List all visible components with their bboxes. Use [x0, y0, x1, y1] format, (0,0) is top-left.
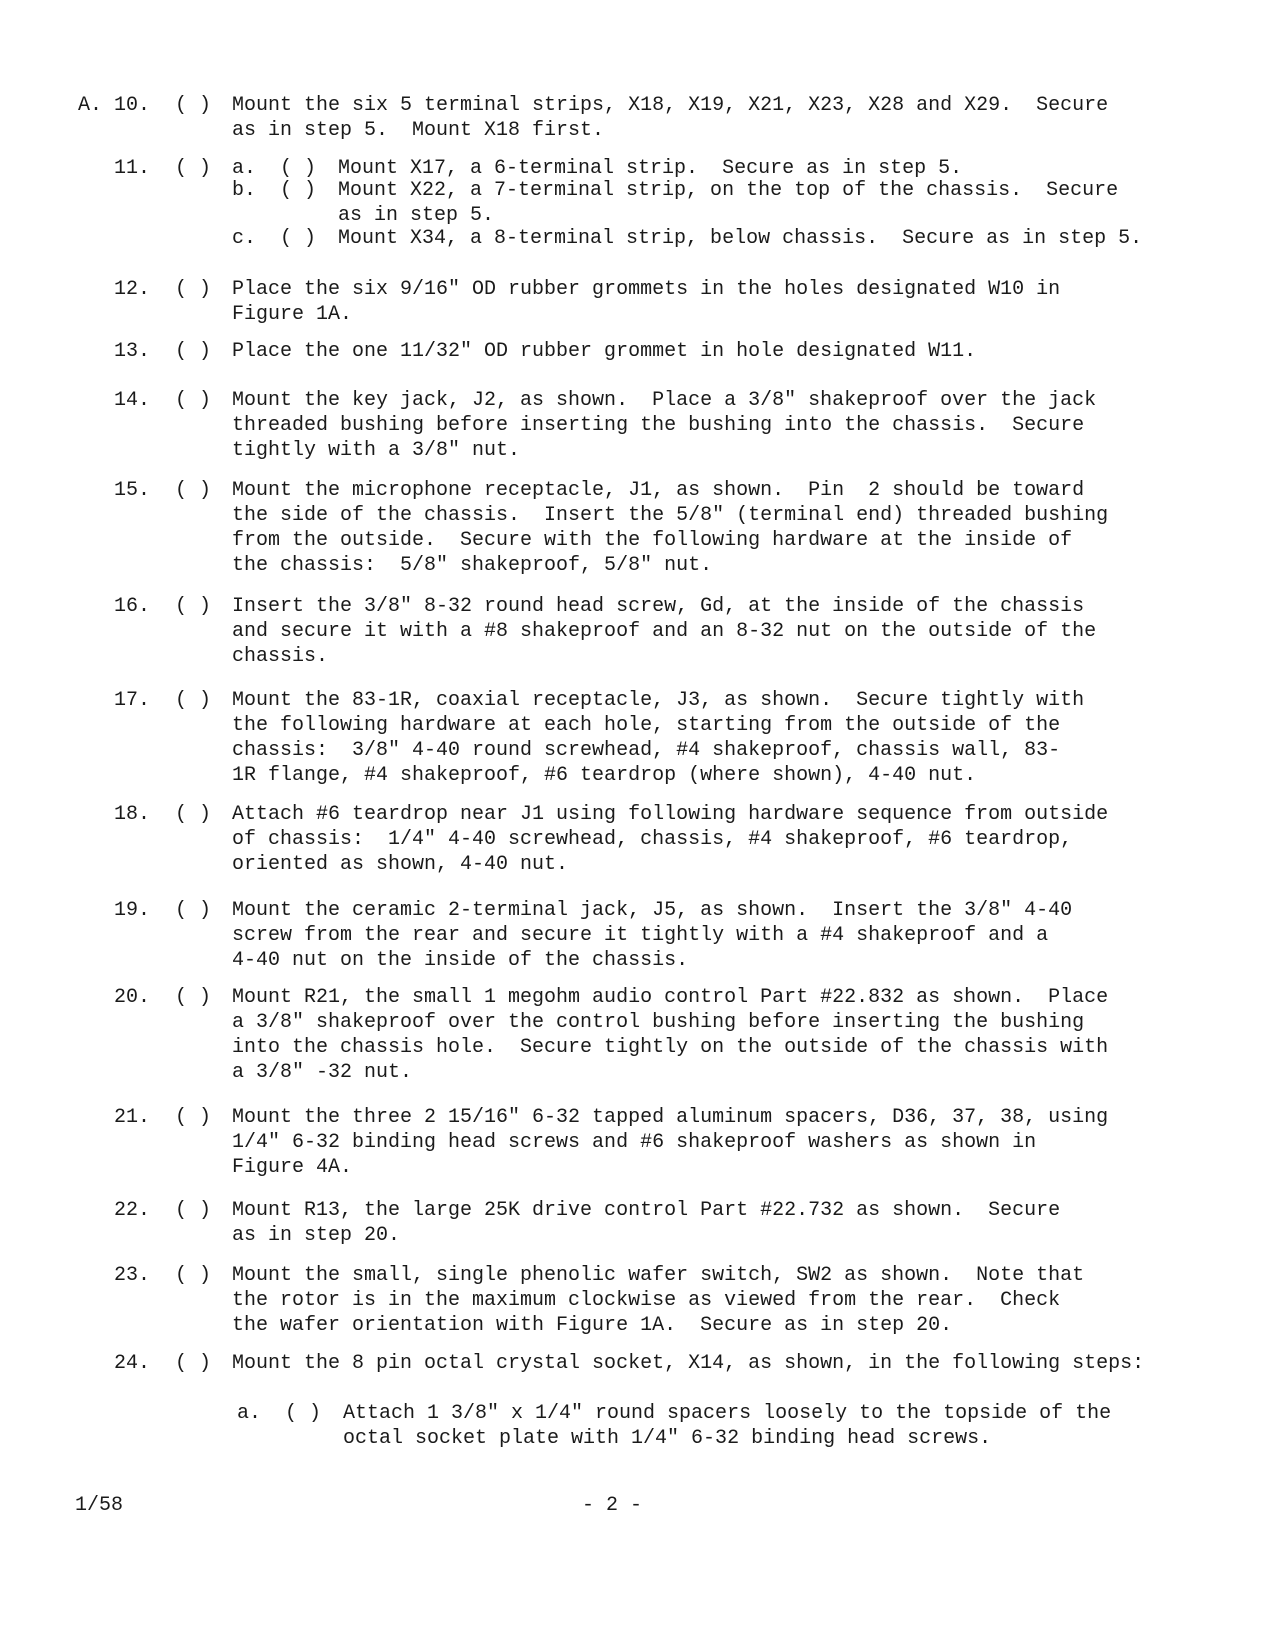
- step-checkbox[interactable]: ( ): [175, 1199, 212, 1222]
- step-text-line: Attach #6 teardrop near J1 using following hardware sequence from outside: [232, 803, 1109, 826]
- substep-text-line: octal socket plate with 1/4" 6-32 binding head screws.: [343, 1427, 992, 1450]
- step-checkbox[interactable]: ( ): [175, 1264, 212, 1287]
- step-number: 14.: [113, 389, 150, 412]
- step-text-line: screw from the rear and secure it tightly with a #4 shakeproof and a: [232, 924, 1049, 947]
- substep-checkbox[interactable]: ( ): [285, 1402, 322, 1425]
- substep-checkbox[interactable]: ( ): [280, 179, 317, 202]
- step-text-line: Mount R21, the small 1 megohm audio control Part #22.832 as shown. Place: [232, 986, 1109, 1009]
- step-number: 19.: [113, 899, 150, 922]
- step-text-line: Place the six 9/16" OD rubber grommets in the holes designated W10 in: [232, 278, 1061, 301]
- step-text-line: the side of the chassis. Insert the 5/8" (terminal end) threaded bushing: [232, 504, 1109, 527]
- footer-date: 1/58: [75, 1494, 124, 1517]
- step-text-line: Mount R13, the large 25K drive control Part #22.732 as shown. Secure: [232, 1199, 1061, 1222]
- step-number: 15.: [113, 479, 150, 502]
- step-number: 17.: [113, 689, 150, 712]
- step-text-line: the rotor is in the maximum clockwise as viewed from the rear. Check: [232, 1289, 1061, 1312]
- step-text-line: Mount the 8 pin octal crystal socket, X14, as shown, in the following steps:: [232, 1352, 1145, 1375]
- step-text-line: a 3/8" -32 nut.: [232, 1061, 413, 1084]
- step-number: 21.: [113, 1106, 150, 1129]
- step-checkbox[interactable]: ( ): [175, 803, 212, 826]
- step-text-line: Figure 4A.: [232, 1156, 353, 1179]
- step-text-line: a 3/8" shakeproof over the control bushing before inserting the bushing: [232, 1011, 1085, 1034]
- step-text-line: as in step 5. Mount X18 first.: [232, 119, 605, 142]
- substep-letter: a.: [237, 1402, 262, 1425]
- step-text-line: and secure it with a #8 shakeproof and an 8-32 nut on the outside of the: [232, 620, 1097, 643]
- step-text-line: Insert the 3/8" 8-32 round head screw, Gd, at the inside of the chassis: [232, 595, 1085, 618]
- step-text-line: of chassis: 1/4" 4-40 screwhead, chassis, #4 shakeproof, #6 teardrop,: [232, 828, 1073, 851]
- step-checkbox[interactable]: ( ): [175, 986, 212, 1009]
- step-text-line: the chassis: 5/8" shakeproof, 5/8" nut.: [232, 554, 713, 577]
- step-number: 12.: [113, 278, 150, 301]
- step-checkbox[interactable]: ( ): [175, 157, 212, 180]
- step-number: 18.: [113, 803, 150, 826]
- step-number: 22.: [113, 1199, 150, 1222]
- step-number: 16.: [113, 595, 150, 618]
- step-text-line: Mount the ceramic 2-terminal jack, J5, as shown. Insert the 3/8" 4-40: [232, 899, 1073, 922]
- substep-text-line: Mount X34, a 8-terminal strip, below chassis. Secure as in step 5.: [338, 227, 1143, 250]
- substep-letter: c.: [232, 227, 257, 250]
- step-text-line: as in step 20.: [232, 1224, 401, 1247]
- substep-text-line: Mount X17, a 6-terminal strip. Secure as in step 5.: [338, 157, 963, 180]
- step-number: 20.: [113, 986, 150, 1009]
- step-checkbox[interactable]: ( ): [175, 1352, 212, 1375]
- step-text-line: chassis.: [232, 645, 329, 668]
- step-number: 23.: [113, 1264, 150, 1287]
- step-text-line: chassis: 3/8" 4-40 round screwhead, #4 shakeproof, chassis wall, 83-: [232, 739, 1061, 762]
- step-text-line: from the outside. Secure with the following hardware at the inside of: [232, 529, 1073, 552]
- step-checkbox[interactable]: ( ): [175, 479, 212, 502]
- step-number: 13.: [113, 340, 150, 363]
- step-number: 24.: [113, 1352, 150, 1375]
- step-text-line: the wafer orientation with Figure 1A. Secure as in step 20.: [232, 1314, 953, 1337]
- step-checkbox[interactable]: ( ): [175, 1106, 212, 1129]
- step-text-line: threaded bushing before inserting the bushing into the chassis. Secure: [232, 414, 1085, 437]
- step-text-line: Mount the small, single phenolic wafer switch, SW2 as shown. Note that: [232, 1264, 1085, 1287]
- step-number: 11.: [113, 157, 150, 180]
- substep-text-line: Mount X22, a 7-terminal strip, on the top of the chassis. Secure: [338, 179, 1119, 202]
- step-number: A. 10.: [77, 94, 150, 117]
- step-checkbox[interactable]: ( ): [175, 340, 212, 363]
- step-checkbox[interactable]: ( ): [175, 595, 212, 618]
- step-text-line: tightly with a 3/8" nut.: [232, 439, 521, 462]
- step-text-line: Place the one 11/32" OD rubber grommet in hole designated W11.: [232, 340, 977, 363]
- substep-text-line: Attach 1 3/8" x 1/4" round spacers loosely to the topside of the: [343, 1402, 1112, 1425]
- step-text-line: Mount the six 5 terminal strips, X18, X19, X21, X23, X28 and X29. Secure: [232, 94, 1109, 117]
- step-checkbox[interactable]: ( ): [175, 899, 212, 922]
- step-checkbox[interactable]: ( ): [175, 94, 212, 117]
- step-text-line: Mount the 83-1R, coaxial receptacle, J3, as shown. Secure tightly with: [232, 689, 1085, 712]
- step-text-line: Mount the microphone receptacle, J1, as shown. Pin 2 should be toward: [232, 479, 1085, 502]
- substep-checkbox[interactable]: ( ): [280, 227, 317, 250]
- step-checkbox[interactable]: ( ): [175, 278, 212, 301]
- page-number: - 2 -: [582, 1494, 643, 1517]
- step-text-line: 1/4" 6-32 binding head screws and #6 shakeproof washers as shown in: [232, 1131, 1037, 1154]
- step-text-line: the following hardware at each hole, starting from the outside of the: [232, 714, 1061, 737]
- step-checkbox[interactable]: ( ): [175, 689, 212, 712]
- step-text-line: 4-40 nut on the inside of the chassis.: [232, 949, 689, 972]
- substep-letter: a.: [232, 157, 257, 180]
- step-text-line: into the chassis hole. Secure tightly on the outside of the chassis with: [232, 1036, 1109, 1059]
- step-text-line: Mount the three 2 15/16" 6-32 tapped aluminum spacers, D36, 37, 38, using: [232, 1106, 1109, 1129]
- substep-letter: b.: [232, 179, 257, 202]
- step-text-line: 1R flange, #4 shakeproof, #6 teardrop (where shown), 4-40 nut.: [232, 764, 977, 787]
- substep-checkbox[interactable]: ( ): [280, 157, 317, 180]
- step-text-line: Mount the key jack, J2, as shown. Place a 3/8" shakeproof over the jack: [232, 389, 1097, 412]
- step-checkbox[interactable]: ( ): [175, 389, 212, 412]
- substep-text-line: as in step 5.: [338, 204, 495, 227]
- step-text-line: Figure 1A.: [232, 303, 353, 326]
- step-text-line: oriented as shown, 4-40 nut.: [232, 853, 569, 876]
